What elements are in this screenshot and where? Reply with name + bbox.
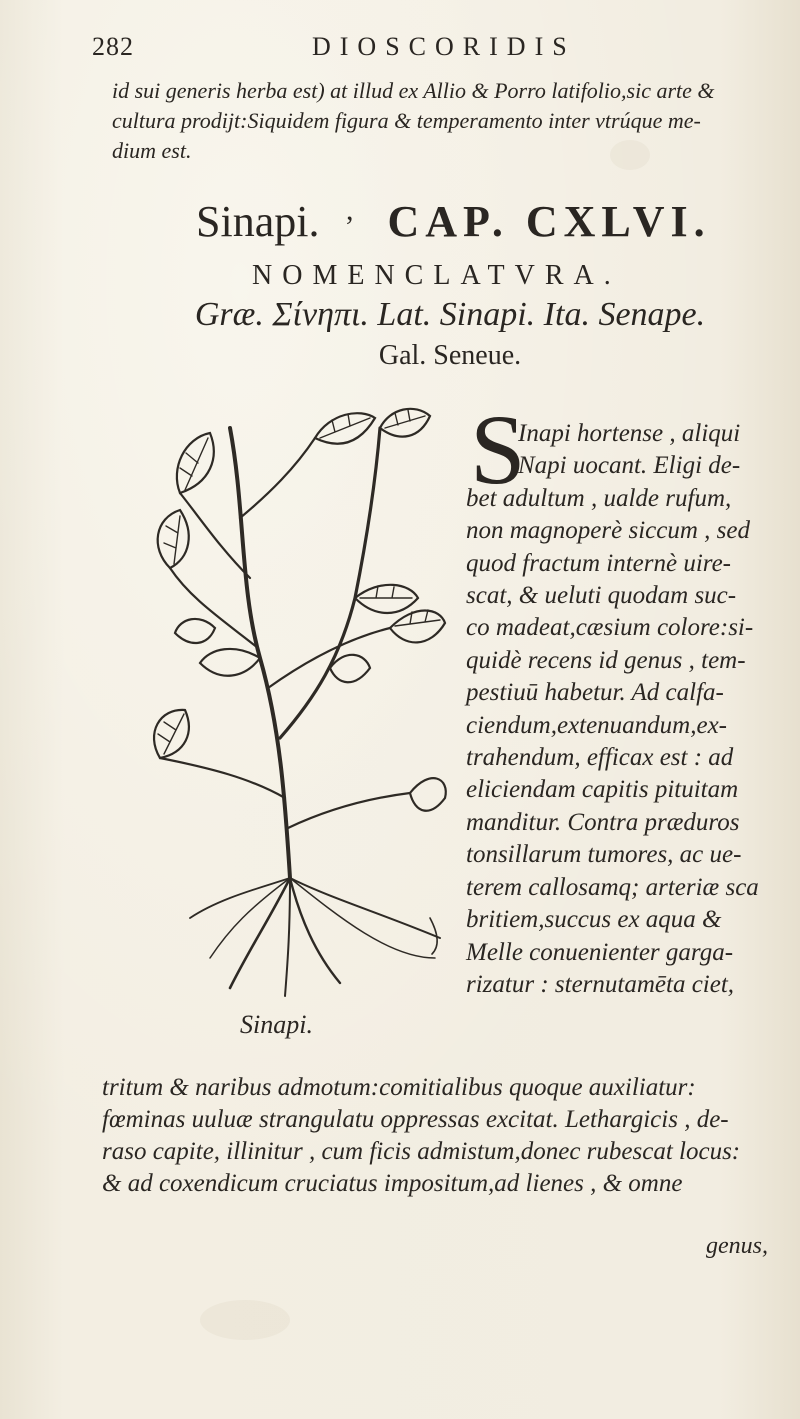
text-line: manditur. Contra præduros [466, 808, 740, 836]
text-line: tonsillarum tumores, ac ue- [466, 841, 742, 869]
text-line: quod fractum internè uire- [466, 549, 732, 577]
page-number: 282 [92, 32, 134, 61]
running-head [92, 28, 712, 68]
text-line: fœminas uuluæ strangulatu oppressas excitat. Lethargicis , de- [102, 1106, 729, 1133]
plant-names-line: Græ. Σίνηπι. Lat. Sinapi. Ita. Senape. [194, 296, 706, 333]
text-line: scat, & ueluti quodam suc- [466, 582, 737, 610]
drop-cap: S [470, 394, 526, 505]
text-line: terem callosamq; arteriæ sca [466, 873, 759, 901]
text-line: bet adultum , ualde rufum, [466, 484, 732, 512]
bottom-paragraph [102, 1072, 792, 1200]
text-line: britiem,succus ex aqua & [466, 906, 722, 934]
text-line: & ad coxendicum cruciatus impositum,ad lienes , & omne [102, 1170, 683, 1197]
french-name-line: Gal. Seneue. [378, 340, 522, 371]
intro-paragraph [112, 76, 772, 166]
text-line: raso capite, illinitur , cum ficis admistum,donec rubescat locus: [102, 1138, 741, 1165]
text-line: Melle conuenienter garga- [466, 938, 734, 966]
chapter-heading [196, 196, 716, 247]
text-line: eliciendam capitis pituitam [466, 776, 739, 804]
nomenclatura-heading: NOMENCLATVRA. [252, 260, 621, 291]
text-line: ciendum,extenuandum,ex- [466, 711, 727, 739]
catchword: genus, [706, 1233, 768, 1259]
chapter-name: Sinapi. [196, 197, 320, 246]
text-line: non magnoperè siccum , sed [466, 517, 750, 545]
text-line: dium est. [112, 138, 192, 163]
text-line: Inapi hortense , aliqui [518, 420, 741, 447]
text-line: trahendum, efficax est : ad [466, 744, 734, 772]
text-line: cultura prodijt:Siquidem figura & temperamento inter vtrúque me- [112, 108, 701, 133]
text-line: Napi uocant. Eligi de- [518, 452, 741, 480]
text-line: rizatur : sternutamēta ciet, [466, 970, 735, 998]
mustard-plant-woodcut-icon [140, 398, 450, 998]
text-line: tritum & naribus admotum:comitialibus quoque auxiliatur: [102, 1074, 696, 1101]
text-line: co madeat,cæsium colore:si- [466, 614, 754, 642]
text-line: quidè recens id genus , tem- [466, 646, 746, 674]
text-line: pestiuū habetur. Ad calfa- [466, 679, 724, 707]
chapter-number: CAP. CXLVI. [387, 197, 711, 246]
accent-mark: ’ [344, 210, 355, 243]
running-title: DIOSCORIDIS [312, 32, 576, 61]
figure-caption: Sinapi. [240, 1010, 313, 1039]
paper-stain [200, 1300, 290, 1340]
text-line: id sui generis herba est) at illud ex Allio & Porro latifolio,sic arte & [112, 78, 715, 103]
column-paragraph [466, 418, 786, 1001]
